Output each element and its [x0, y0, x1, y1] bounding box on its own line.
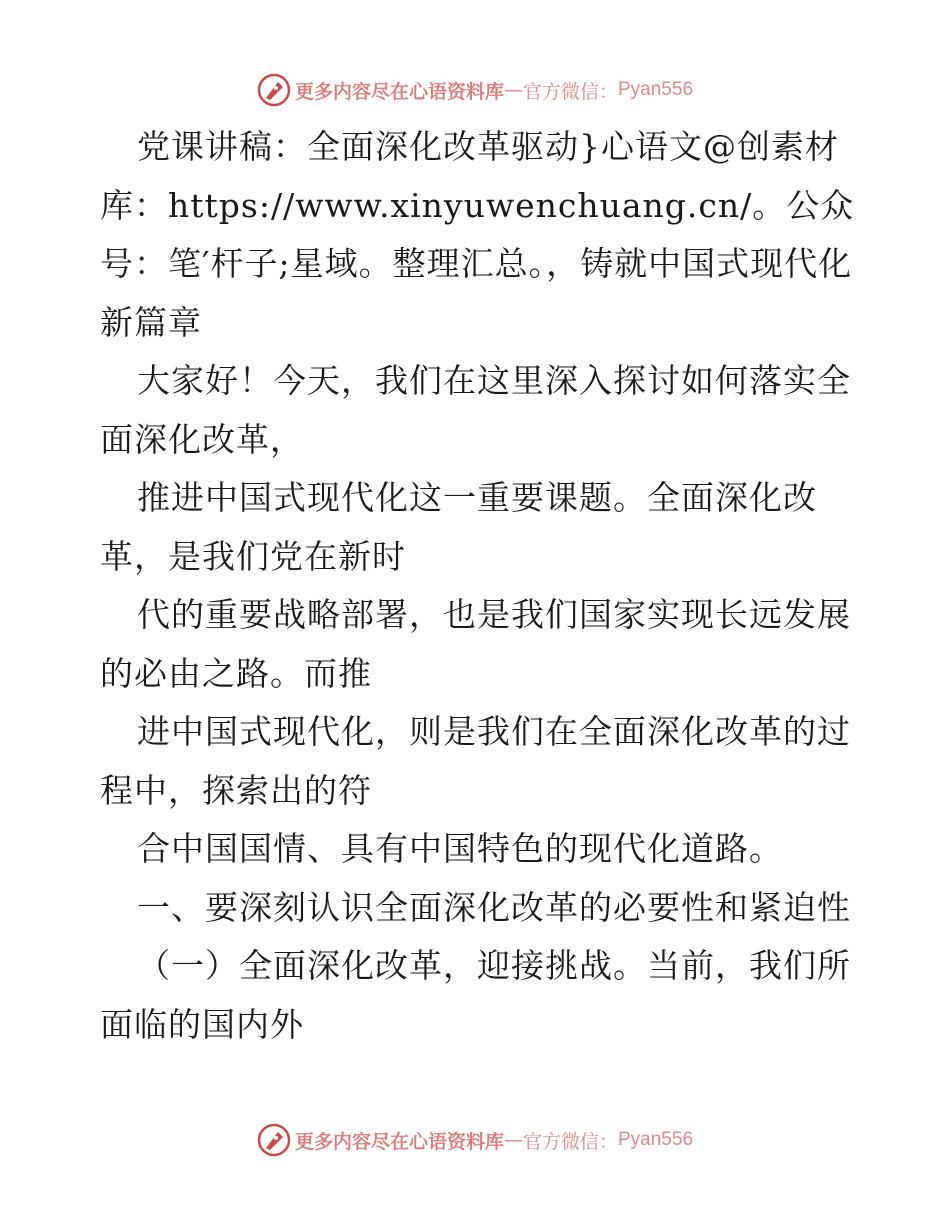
paragraph: 推进中国式现代化这一重要课题。全面深化改革，是我们党在新时 — [100, 478, 817, 576]
banner-official-label: 官方微信： — [522, 1130, 618, 1153]
banner-brand-text: 更多内容尽在心语资料库 — [294, 80, 504, 103]
footer-banner — [0, 1120, 950, 1160]
header-banner — [0, 70, 950, 110]
document-title-paragraph: 党课讲稿：全面深化改革驱动}心语文@创素材库：https://www.xinyuwenchuang.cn/。公众号：笔′杆子;星域。整理汇总。，铸就中国式现代化新篇章 — [100, 127, 855, 342]
banner-dash: — — [503, 79, 523, 101]
paragraph: 进中国式现代化，则是我们在全面深化改革的过程中，探索出的符 — [100, 712, 851, 810]
pen-nib-logo-icon — [257, 73, 291, 107]
paragraph: 大家好！今天，我们在这里深入探讨如何落实全面深化改革， — [100, 361, 851, 459]
pen-nib-logo-icon — [257, 1123, 291, 1157]
banner-dash: — — [503, 1129, 523, 1151]
banner-official-label: 官方微信： — [522, 80, 618, 103]
paragraph: （一）全面深化改革，迎接挑战。当前，我们所面临的国内外 — [100, 946, 851, 1044]
paragraph: 合中国国情、具有中国特色的现代化道路。 — [137, 829, 783, 868]
document-body — [100, 118, 860, 1054]
banner-wechat-id: Pyan556 — [618, 1129, 694, 1150]
banner-wechat-id: Pyan556 — [618, 79, 694, 100]
section-heading: 一、要深刻认识全面深化改革的必要性和紧迫性 — [137, 887, 851, 927]
paragraph: 代的重要战略部署，也是我们国家实现长远发展的必由之路。而推 — [100, 595, 851, 693]
banner-brand-text: 更多内容尽在心语资料库 — [294, 1130, 504, 1153]
